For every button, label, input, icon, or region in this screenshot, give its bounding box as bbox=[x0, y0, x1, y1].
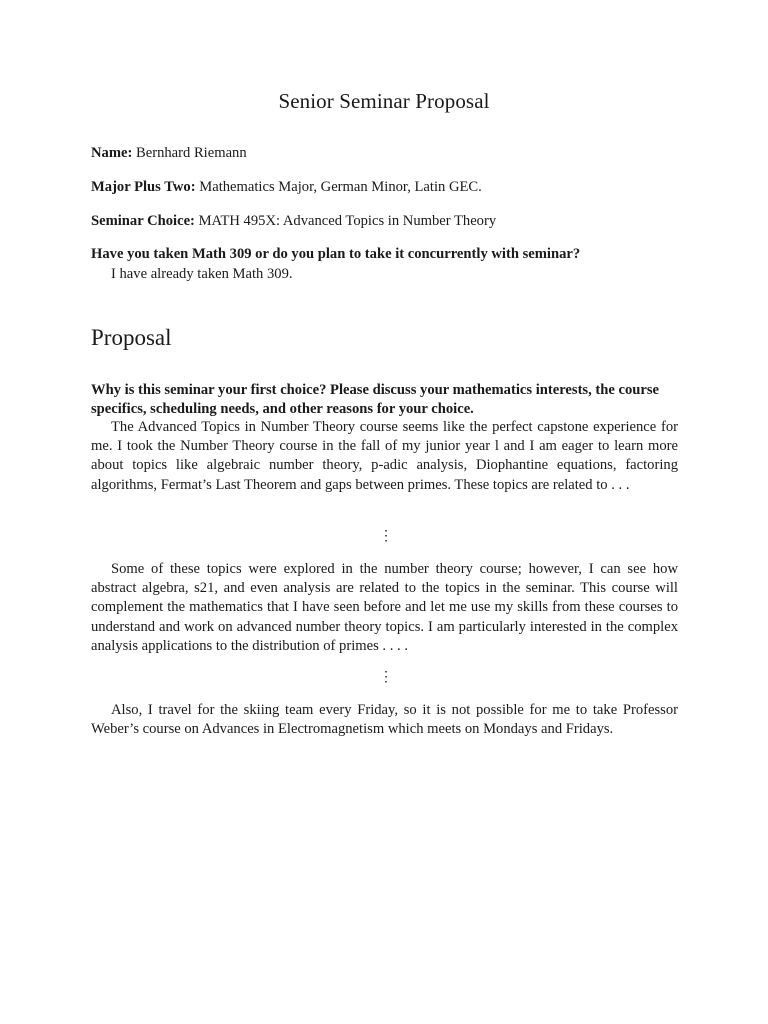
name-label: Name: bbox=[91, 145, 133, 161]
proposal-heading: Proposal bbox=[91, 325, 172, 350]
seminar-field bbox=[91, 212, 691, 231]
vertical-ellipsis-2 bbox=[379, 670, 393, 685]
proposal-paragraph-1: The Advanced Topics in Number Theory course seems like the perfect capstone experience for me. I took the Number Theory course in the fall of my junior year l and I am eager to learn more about topics like algebraic number theory, p-adic analysis, Diophantine equations, factoring algorithms, Fermat’s Last Theorem and gaps between primes. These topics are related to . . . bbox=[91, 419, 678, 493]
math309-question: Have you taken Math 309 or do you plan to take it concurrently with seminar? bbox=[91, 246, 581, 262]
proposal-paragraph-2: Some of these topics were explored in the number theory course; however, I can see how abstract algebra, s21, and even analysis are related to the topics in the seminar. This course will complement the mathematics that I have seen before and let me use my skills from these courses to understand and work on advanced number theory topics. I am particularly interested in the complex analysis applications to the distribution of primes . . . . bbox=[91, 561, 678, 654]
vertical-ellipsis-1 bbox=[379, 529, 393, 544]
name-field bbox=[91, 144, 691, 163]
proposal-question: Why is this seminar your first choice? Please discuss your mathematics interests, the course specifics, scheduling needs, and other reasons for your choice. bbox=[91, 382, 660, 417]
major-value: Mathematics Major, German Minor, Latin GEC. bbox=[199, 179, 482, 195]
major-label: Major Plus Two: bbox=[91, 179, 196, 195]
page-title: Senior Seminar Proposal bbox=[278, 89, 490, 113]
major-field bbox=[91, 178, 691, 197]
ellipsis-glyph: ⋮ bbox=[379, 670, 393, 685]
seminar-value: MATH 495X: Advanced Topics in Number Theory bbox=[198, 213, 497, 229]
seminar-label: Seminar Choice: bbox=[91, 213, 195, 229]
proposal-paragraph-3: Also, I travel for the skiing team every Friday, so it is not possible for me to take Professor Weber’s course on Advances in Electromagnetism which meets on Mondays and Fridays. bbox=[91, 702, 678, 738]
math309-answer: I have already taken Math 309. bbox=[111, 266, 293, 282]
ellipsis-glyph: ⋮ bbox=[379, 529, 393, 544]
name-value: Bernhard Riemann bbox=[136, 145, 247, 161]
